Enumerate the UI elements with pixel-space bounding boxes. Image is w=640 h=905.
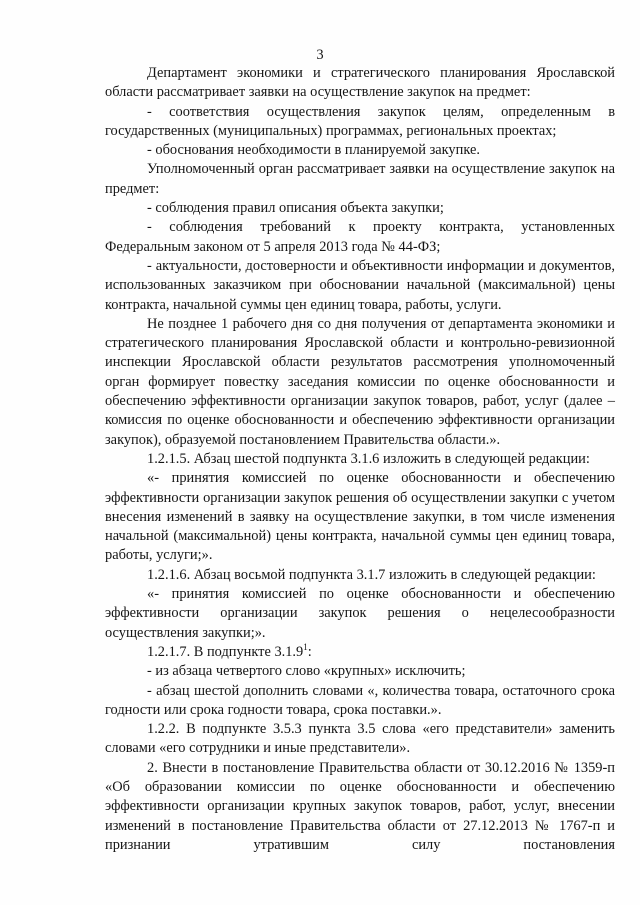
- paragraph-1-2-1-5: 1.2.1.5. Абзац шестой подпункта 3.1.6 изложить в следующей редакции:: [147, 450, 590, 467]
- paragraph-1-2-1-7-colon: :: [307, 643, 312, 660]
- page-number: 3: [316, 47, 324, 63]
- paragraph-quote-3-1-6: «- принятия комиссией по оценке обоснованности и обеспечению эффективности организации закупок решения об осуществлении закупки с учетом внесения изменений в заявку на осуществление закупки, в том числе изменения начальной (максимальной) цены контракта, начальной суммы цен единиц товара, работы, услуги;».: [105, 470, 615, 564]
- paragraph-1-2-2: 1.2.2. В подпункте 3.5.3 пункта 3.5 слова «его представители» заменить словами «его сотрудники и иные представители».: [105, 721, 615, 757]
- superscript-one: 1: [303, 642, 308, 653]
- paragraph-1-2-1-7: [105, 643, 615, 662]
- paragraph-goals-compliance: - соответствия осуществления закупок целям, определенным в государственных (муниципальных) программах, региональных проектах;: [105, 103, 615, 139]
- paragraph-contract-requirements: - соблюдения требований к проекту контракта, установленных Федеральным законом от 5 апреля 2013 года № 44-ФЗ;: [105, 219, 615, 255]
- paragraph-authorized-body: Уполномоченный орган рассматривает заявки на осуществление закупок на предмет:: [105, 161, 615, 197]
- paragraph-1-2-1-7-text: 1.2.1.7. В подпункте 3.1.9: [147, 643, 304, 660]
- paragraph-necessity: - обоснования необходимости в планируемой закупке.: [147, 142, 480, 159]
- paragraph-description-rules: - соблюдения правил описания объекта закупки;: [147, 200, 444, 217]
- paragraph-supplement-words: - абзац шестой дополнить словами «, количества товара, остаточного срока годности или срока годности товара, срока поставки.».: [105, 682, 615, 718]
- paragraph-exclude-word: - из абзаца четвертого слово «крупных» исключить;: [147, 663, 466, 680]
- paragraph-department-review: Департамент экономики и стратегического планирования Ярославской области рассматривает заявки на осуществление закупок на предмет:: [105, 65, 615, 101]
- paragraph-2-amend-resolution: 2. Внести в постановление Правительства области от 30.12.2016 № 1359-п «Об образовании комиссии по оценке обоснованности и обеспечению эффективности организации крупных закупок товаров, работ, услуг, внесении изменений в постановление Правительства области от 27.12.2013 № 1767-п и признании утратившим силу постановления: [105, 759, 615, 853]
- paragraph-information-accuracy: - актуальности, достоверности и объективности информации и документов, использованных заказчиком при обосновании начальной (максимальной) цены контракта, начальной суммы цен единиц товара, работы, услуги.: [105, 257, 615, 313]
- paragraph-quote-3-1-7: «- принятия комиссией по оценке обоснованности и обеспечению эффективности организации закупок решения о нецелесообразности осуществления закупки;».: [105, 586, 615, 641]
- document-body: [105, 64, 615, 855]
- paragraph-1-2-1-6: 1.2.1.6. Абзац восьмой подпункта 3.1.7 изложить в следующей редакции:: [147, 566, 596, 583]
- paragraph-agenda-formation: Не позднее 1 рабочего дня со дня получения от департамента экономики и стратегического планирования Ярославской области и контрольно-ревизионной инспекции Ярославской области результатов рассмотрения уполномоченный орган формирует повестку заседания комиссии по оценке обоснованности и обеспечению эффективности организации закупок товаров, работ, услуг (далее – комиссия по оценке обоснованности и обеспечению эффективности организации закупок), образуемой постановлением Правительства области.».: [105, 315, 615, 448]
